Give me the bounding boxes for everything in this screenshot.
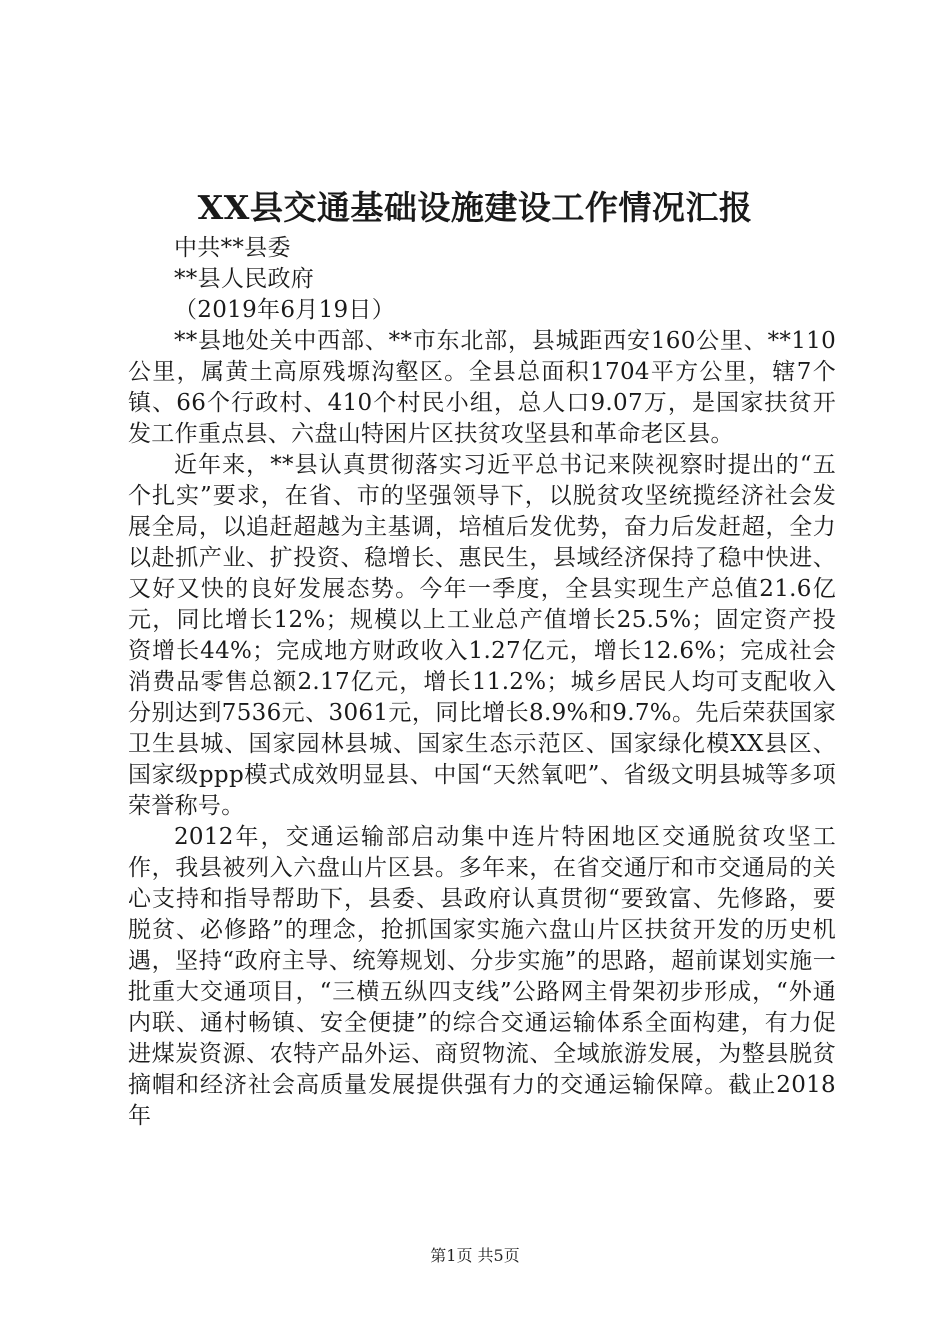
- page-footer: 第1页 共5页: [430, 1246, 520, 1265]
- document-title: XX县交通基础设施建设工作情况汇报: [197, 188, 753, 227]
- report-date: （2019年6月19日）: [174, 297, 396, 323]
- paragraph-overview: **县地处关中西部、**市东北部，县城距西安160公里、**110公里，属黄土高原残塬沟壑区。全县总面积1704平方公里，辖7个镇、66个行政村、410个村民小组，总人口9.07万，是国家扶贫开发工作重点县、六盘山特困片区扶贫攻坚县和革命老区县。: [128, 328, 836, 447]
- issuer-county-government: **县人民政府: [174, 266, 315, 292]
- document-body: [128, 233, 836, 1132]
- issuer-party-committee: 中共**县委: [174, 235, 291, 261]
- paragraph-transport: 2012年，交通运输部启动集中连片特困地区交通脱贫攻坚工作，我县被列入六盘山片区县。多年来，在省交通厅和市交通局的关心支持和指导帮助下，县委、县政府认真贯彻“要致富、先修路，要脱贫、必修路”的理念，抢抓国家实施六盘山片区扶贫开发的历史机遇，坚持“政府主导、统筹规划、分步实施”的思路，超前谋划实施一批重大交通项目，“三横五纵四支线”公路网主骨架初步形成，“外通内联、通村畅镇、安全便捷”的综合交通运输体系全面构建，有力促进煤炭资源、农特产品外运、商贸物流、全域旅游发展，为整县脱贫摘帽和经济社会高质量发展提供强有力的交通运输保障。截止2018年: [128, 824, 836, 1129]
- paragraph-development: 近年来，**县认真贯彻落实习近平总书记来陕视察时提出的“五个扎实”要求，在省、市的坚强领导下，以脱贫攻坚统揽经济社会发展全局，以追赶超越为主基调，培植后发优势，奋力后发赶超，全力以赴抓产业、扩投资、稳增长、惠民生，县域经济保持了稳中快进、又好又快的良好发展态势。今年一季度，全县实现生产总值21.6亿元，同比增长12%；规模以上工业总产值增长25.5%；固定资产投资增长44%；完成地方财政收入1.27亿元，增长12.6%；完成社会消费品零售总额2.17亿元，增长11.2%；城乡居民人均可支配收入分别达到7536元、3061元，同比增长8.9%和9.7%。先后荣获国家卫生县城、国家园林县城、国家生态示范区、国家绿化模XX县区、国家级ppp模式成效明显县、中国“天然氧吧”、省级文明县城等多项荣誉称号。: [128, 452, 836, 819]
